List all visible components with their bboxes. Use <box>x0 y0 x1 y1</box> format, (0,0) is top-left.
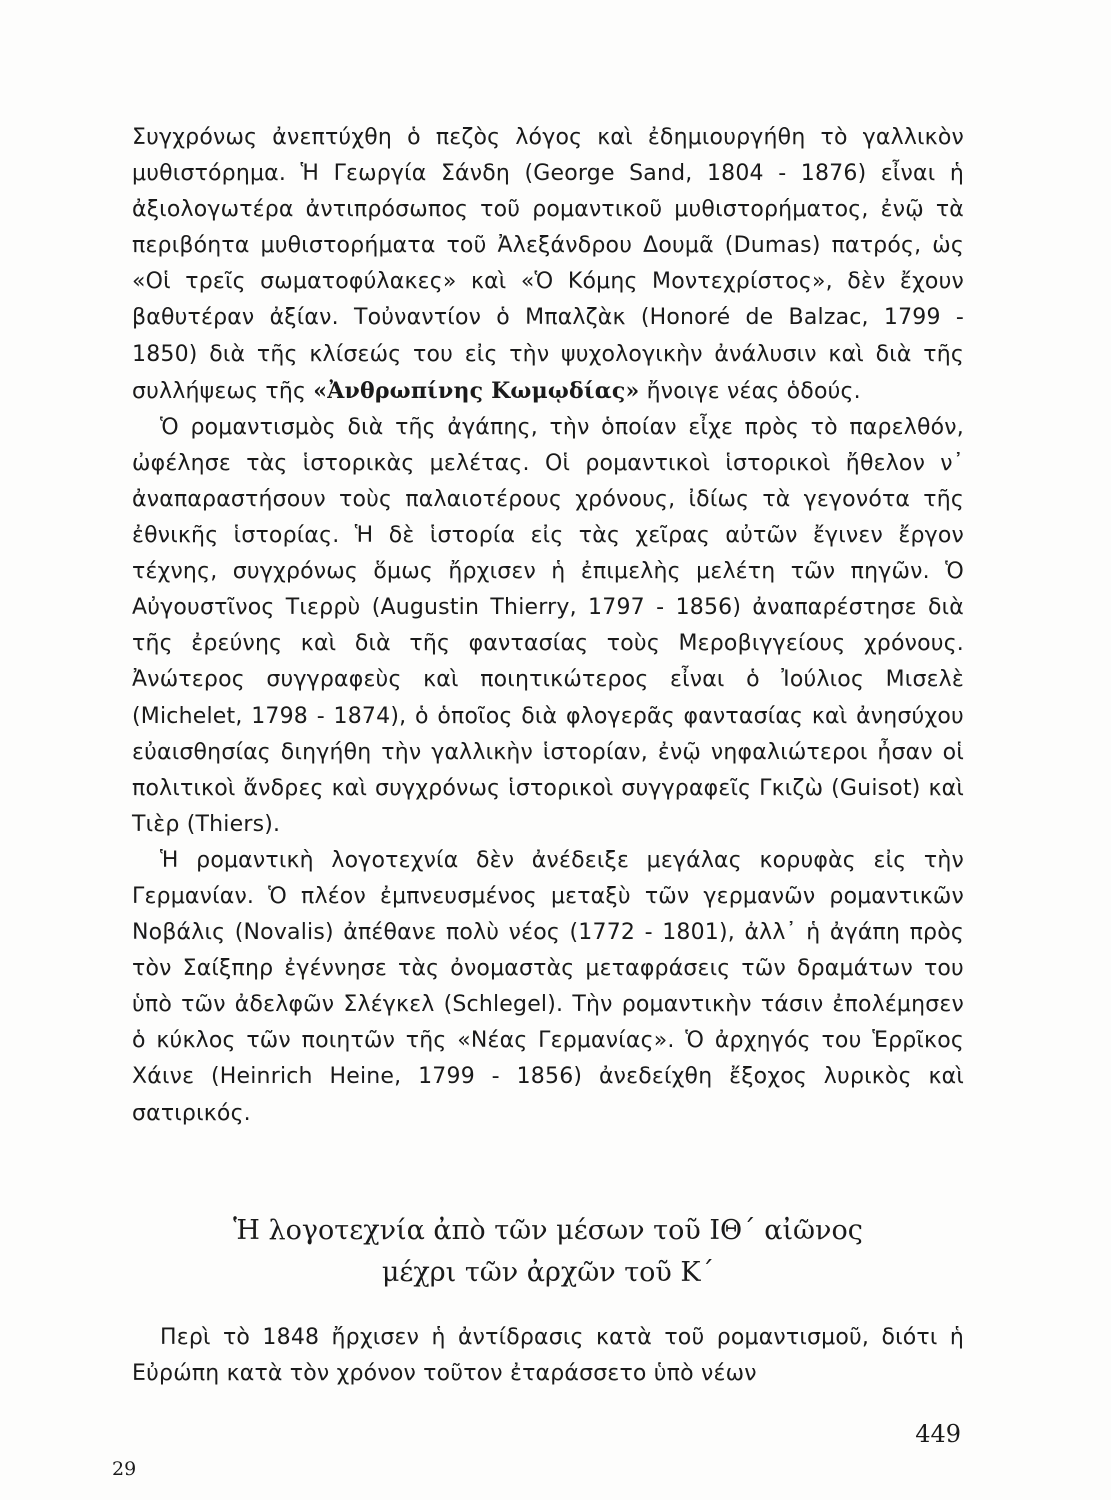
paragraph-1 <box>132 120 964 410</box>
paragraph-2 <box>132 410 964 843</box>
section-text <box>132 1320 964 1392</box>
paragraph-1-end: ἤνοιγε νέας ὁδούς. <box>639 378 861 404</box>
section-heading-line-1: Ἡ λογοτεχνία ἀπὸ τῶν μέσων τοῦ ΙΘ΄ αἰῶνος <box>233 1215 863 1246</box>
main-text <box>132 120 964 1132</box>
paragraph-3 <box>132 843 964 1132</box>
page-number: 449 <box>915 1420 961 1448</box>
work-title-bold: «Ἀνθρωπίνης Κωμῳδίας» <box>313 377 640 404</box>
paragraph-3-text: Ἡ ρομαντικὴ λογοτεχνία δὲν ἀνέδειξε μεγάλας κορυφὰς εἰς τὴν Γερμανίαν. Ὁ πλέον ἐμπνευσμένος μεταξὺ τῶν γερμανῶν ρομαντικῶν Νοβάλις (Novalis) ἀπέθανε πολὺ νέος (1772 - 1801), ἀλλ᾿ ἡ ἀγάπη πρὸς τὸν Σαίξπηρ ἐγέννησε τὰς ὀνομαστὰς μεταφράσεις τῶν δραμάτων του ὑπὸ τῶν ἀδελφῶν Σλέγκελ (Schlegel). Τὴν ρομαντικὴν τάσιν ἐπολέμησεν ὁ κύκλος τῶν ποιητῶν τῆς «Νέας Γερμανίας». Ὁ ἀρχηγός του Ἑρρῖκος Χάινε (Heinrich Heine, 1799 - 1856) ἀνεδείχθη ἔξοχος λυρικὸς καὶ σατιρικός. <box>132 847 964 1126</box>
section-heading <box>132 1210 964 1294</box>
paragraph-2-text: Ὁ ρομαντισμὸς διὰ τῆς ἀγάπης, τὴν ὁποίαν εἶχε πρὸς τὸ παρελθόν, ὠφέλησε τὰς ἱστορικὰς μελέτας. Οἱ ρομαντικοὶ ἱστορικοὶ ἤθελον ν᾿ ἀναπαραστήσουν τοὺς παλαιοτέρους χρόνους, ἰδίως τὰ γεγονότα τῆς ἐθνικῆς ἱστορίας. Ἡ δὲ ἱστορία εἰς τὰς χεῖρας αὐτῶν ἔγινεν ἔργον τέχνης, συγχρόνως ὅμως ἤρχισεν ἡ ἐπιμελὴς μελέτη τῶν πηγῶν. Ὁ Αὐγουστῖνος Τιερρὺ (Augustin Thierry, 1797 - 1856) ἀναπαρέστησε διὰ τῆς ἐρεύνης καὶ διὰ τῆς φαντασίας τοὺς Μεροβιγγείους χρόνους. Ἀνώτερος συγγραφεὺς καὶ ποιητικώτερος εἶναι ὁ Ἰούλιος Μισελὲ (Michelet, 1798 - 1874), ὁ ὁποῖος διὰ φλογερᾶς φαντασίας καὶ ἀνησύχου εὐαισθησίας διηγήθη τὴν γαλλικὴν ἱστορίαν, ἐνῷ νηφαλιώτεροι ἦσαν οἱ πολιτικοὶ ἄνδρες καὶ συγχρόνως ἱστορικοὶ συγγραφεῖς Γκιζὼ (Guisot) καὶ Τιὲρ (Thiers). <box>132 414 964 837</box>
signature-mark: 29 <box>112 1458 137 1480</box>
paragraph-4: Περὶ τὸ 1848 ἤρχισεν ἡ ἀντίδρασις κατὰ τοῦ ρομαντισμοῦ, διότι ἡ Εὐρώπη κατὰ τὸν χρόνον τοῦτον ἐταράσσετο ὑπὸ νέων <box>132 1325 964 1386</box>
paragraph-1-text: Συγχρόνως ἀνεπτύχθη ὁ πεζὸς λόγος καὶ ἐδημιουργήθη τὸ γαλλικὸν μυθιστόρημα. Ἡ Γεωργία Σάνδη (George Sand, 1804 - 1876) εἶναι ἡ ἀξιολογωτέρα ἀντιπρόσωπος τοῦ ρομαντικοῦ μυθιστορήματος, ἐνῷ τὰ περιβόητα μυθιστορήματα τοῦ Ἀλεξάνδρου Δουμᾶ (Dumas) πατρός, ὡς «Οἱ τρεῖς σωματοφύλακες» καὶ «Ὁ Κόμης Μοντεχρίστος», δὲν ἔχουν βαθυτέραν ἀξίαν. Τοὐναντίον ὁ Μπαλζὰκ (Honoré de Balzac, 1799 - 1850) διὰ τῆς κλίσεώς του εἰς τὴν ψυχολογικὴν ἀνάλυσιν καὶ διὰ τῆς συλλήψεως τῆς <box>132 125 964 404</box>
section-heading-line-2: μέχρι τῶν ἀρχῶν τοῦ Κ΄ <box>381 1257 715 1288</box>
